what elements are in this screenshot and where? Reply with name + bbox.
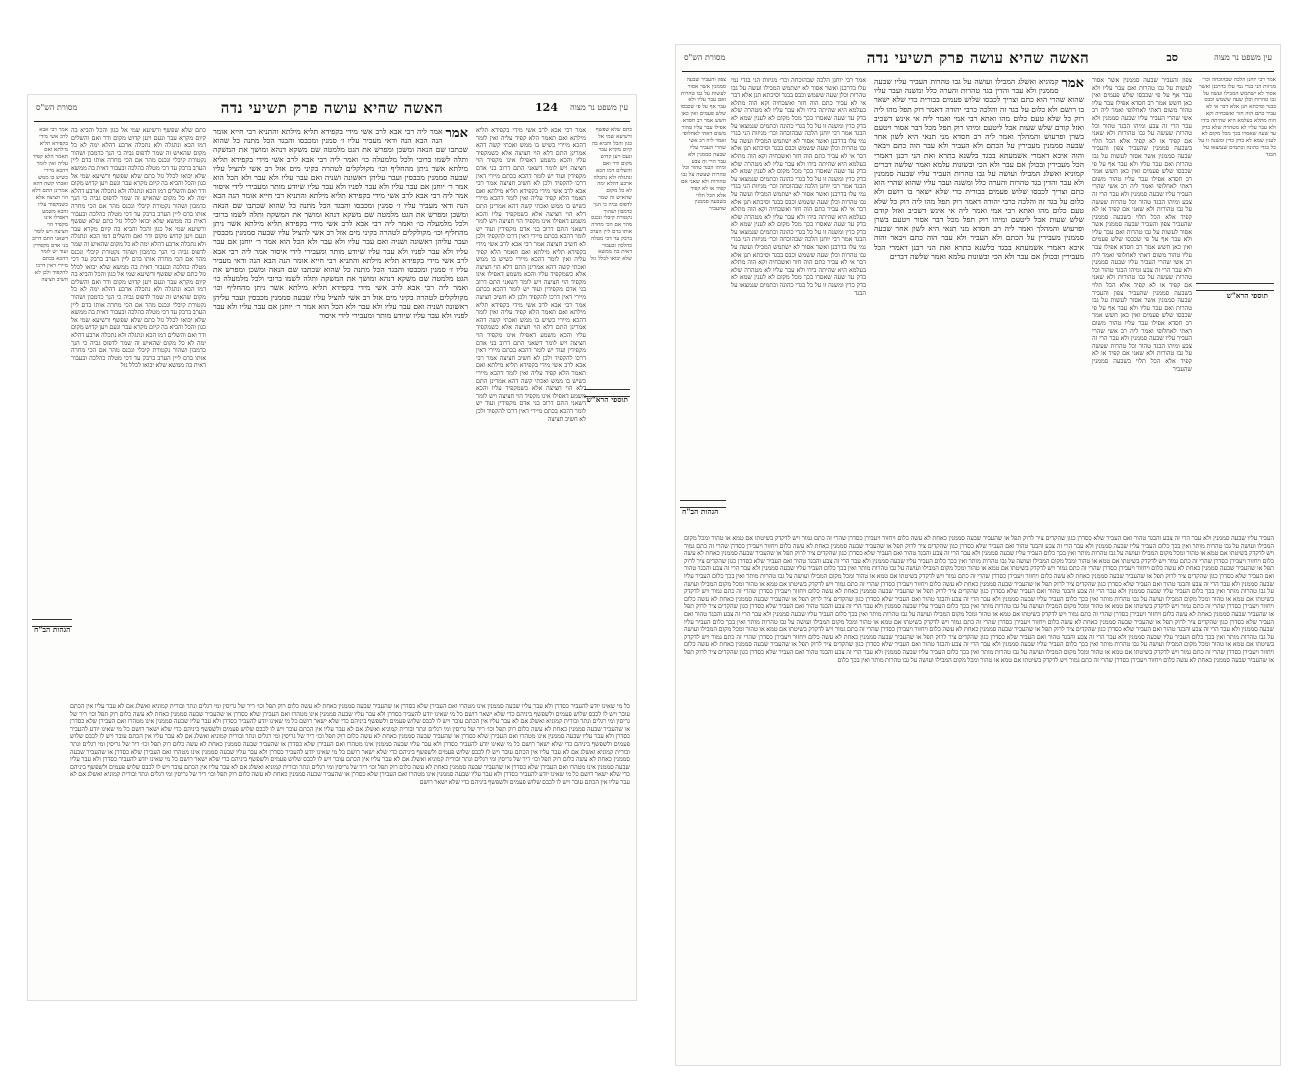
right-opening-word: אמר (1061, 77, 1084, 91)
right-masoret-column: צפון והעביר שבעה סממנין אשר אסור לעשות על גבו טהרות ואם עבר עליו ולא עבר אף על פי שכבסו שלש פעמים ואין כאן חשש אמר רב חסדא אפילו עבר עליו טהור משום דאתי לאחלופי ואמר ליה רב אשי שהרי העביר עליו שבעה סממנין ולא עבר הרי זה צבע ומיהו הבגד טהור וכל טהרות שעשה על גבו טהורות ולא שאני אם קפיד או לא קפיד אלא הכל תלוי בשבעה סממנין שהעביר (680, 77, 726, 213)
right-bottom-commentary: העביר עליו שבעה סממנין ולא עבר הרי זה צבע והבגד טהור ואם העביר שלא כסדרן כגון שהקדים ציר לרוק תפל או שהעביר שבעה סממנין כאחת לא עשה כלום ויחזור ויעבירן כסדרן שהרי זה כתם גמור ויש לדקדק בשיטתו אם טמא או טהור ומכל מקום המבילו ועושה על גבו טהרות מותר ואין בכך כלום העביר עליו שבעה סממנין ולא עבר הרי זה צבע והבגד טהור ואם העביר שלא כסדרן כגון שהקדים ציר לרוק תפל או שהעביר שבעה סממנין כאחת לא עשה כלום ויחזור ויעבירן כסדרן שהרי זה כתם גמור ויש לדקדק בשיטתו אם טמא או טהור ומכל מקום המבילו ועושה על גבו טהרות מותר ואין בכך כלום העביר עליו שבעה סממנין ולא עבר הרי זה צבע והבגד טהור ואם העביר שלא כסדרן כגון שהקדים ציר לרוק תפל או שהעביר שבעה סממנין כאחת לא עשה כלום ויחזור ויעבירן כסדרן שהרי זה כתם גמור ויש לדקדק בשיטתו אם טמא או טהור ומכל מקום המבילו ועושה על גבו טהרות מותר ואין בכך כלום העביר עליו שבעה סממנין ולא עבר הרי זה צבע והבגד טהור ואם העביר שלא כסדרן כגון שהקדים ציר לרוק תפל או שהעביר שבעה סממנין כאחת לא עשה כלום ויחזור ויעבירן כסדרן שהרי זה כתם גמור ויש לדקדק בשיטתו אם טמא או טהור ומכל מקום המבילו ועושה על גבו טהרות מותר ואין בכך כלום העביר עליו שבעה סממנין ולא עבר הרי זה צבע והבגד טהור ואם העביר שלא כסדרן כגון שהקדים ציר לרוק תפל או שהעביר שבעה סממנין כאחת לא עשה כלום ויחזור ויעבירן כסדרן שהרי זה כתם גמור ויש לדקדק בשיטתו אם טמא או טהור ומכל מקום המבילו ועושה על גבו טהרות מותר ואין בכך כלום העביר עליו שבעה סממנין ולא עבר הרי זה צבע והבגד טהור ואם העביר שלא כסדרן כגון שהקדים ציר לרוק תפל או שהעביר שבעה סממנין כאחת לא עשה כלום ויחזור ויעבירן כסדרן שהרי זה כתם גמור ויש לדקדק בשיטתו אם טמא או טהור ומכל מקום המבילו ועושה על גבו טהרות מותר ואין בכך כלום העביר עליו שבעה סממנין ולא עבר הרי זה צבע והבגד טהור ואם העביר שלא כסדרן כגון שהקדים ציר לרוק תפל או שהעביר שבעה סממנין כאחת לא עשה כלום ויחזור ויעבירן כסדרן שהרי זה כתם גמור ויש לדקדק בשיטתו אם טמא או טהור ומכל מקום המבילו ועושה על גבו טהרות מותר ואין בכך כלום העביר עליו שבעה סממנין ולא עבר הרי זה צבע והבגד טהור ואם העביר שלא כסדרן כגון שהקדים ציר לרוק תפל או שהעביר שבעה סממנין כאחת לא עשה כלום ויחזור ויעבירן כסדרן שהרי זה כתם גמור ויש לדקדק בשיטתו אם טמא או טהור ומכל מקום המבילו ועושה על גבו טהרות מותר ואין בכך כלום העביר עליו שבעה סממנין ולא עבר הרי זה צבע והבגד טהור ואם העביר שלא כסדרן כגון שהקדים ציר לרוק תפל או שהעביר שבעה סממנין כאחת לא עשה כלום ויחזור ויעבירן כסדרן שהרי זה כתם גמור ויש לדקדק בשיטתו אם טמא או טהור ומכל מקום המבילו ועושה על גבו טהרות מותר ואין בכך כלום העביר עליו שבעה סממנין ולא עבר הרי זה צבע והבגד טהור ואם העביר שלא כסדרן כגון שהקדים ציר לרוק תפל או שהעביר שבעה סממנין כאחת לא עשה כלום ויחזור ויעבירן כסדרן שהרי זה כתם גמור ויש לדקדק בשיטתו אם טמא או טהור ומכל מקום המבילו ועושה על גבו טהרות מותר ואין בכך כלום העביר עליו שבעה סממנין ולא עבר הרי זה צבע והבגד טהור ואם העביר שלא כסדרן כגון שהקדים ציר לרוק תפל או שהעביר שבעה סממנין כאחת לא עשה כלום ויחזור ויעבירן כסדרן שהרי זה כתם גמור ויש לדקדק בשיטתו אם טמא או טהור ומכל מקום המבילו ועושה על גבו טהרות מותר ואין בכך כלום העביר עליו שבעה סממנין ולא עבר הרי זה צבע והבגד טהור ואם העביר שלא כסדרן כגון שהקדים ציר לרוק תפל או שהעביר שבעה סממנין כאחת לא עשה כלום ויחזור ויעבירן כסדרן שהרי זה כתם גמור ויש לדקדק בשיטתו אם טמא או טהור ומכל מקום המבילו ועושה על גבו טהרות מותר ואין בכך כלום העביר עליו שבעה סממנין ולא עבר הרי זה צבע והבגד טהור ואם העביר שלא כסדרן כגון שהקדים ציר לרוק תפל או שהעביר שבעה סממנין כאחת לא עשה כלום ויחזור ויעבירן כסדרן שהרי זה כתם גמור ויש לדקדק בשיטתו אם טמא או טהור ומכל מקום המבילו ועושה על גבו טהרות מותר ואין בכך כלום העביר עליו שבעה סממנין ולא עבר הרי זה צבע והבגד טהור ואם העביר שלא כסדרן כגון שהקדים ציר לרוק תפל או שהעביר שבעה סממנין כאחת לא עשה כלום ויחזור ויעבירן כסדרן שהרי זה כתם גמור ויש לדקדק בשיטתו אם טמא או טהור ומכל מקום המבילו ועושה על גבו טהרות מותר ואין בכך כלום (684, 535, 1274, 664)
left-tosafot-harosh-label: תוספי הרא"ש (586, 395, 628, 404)
right-rashi-column: אמר רבי יוחנן הלכה שבהוכחה וכר׳ מגיזות הני בגדי נמי עלו בדרבנן ואשר אסור לא ישתמש המבילו ועשה על גבו טהרות וכלן שעה ששמש וכבס בבגד וסיכתא תנן אלא דבר אי לא עביר כתם הוה חזר ואשכחיה וקא הוה מתלא בעלמא היא שהיתה בידו ולא עבר עליו לא מטהרה שלא בדק עד שעה שאסרו בכך מכל מקום לא לענין שמא לא בדק כדין ומשנה זו על כל בגדי כהונה וכתמים שנמצאו על הבגד אמר רבי יוחנן הלכה שבהוכחה וכר׳ מגיזות הני בגדי נמי עלו בדרבנן ואשר אסור לא ישתמש המבילו ועשה על גבו טהרות וכלן שעה ששמש וכבס בבגד וסיכתא תנן אלא דבר אי לא עביר כתם הוה חזר ואשכחיה וקא הוה מתלא בעלמא היא שהיתה בידו ולא עבר עליו לא מטהרה שלא בדק עד שעה שאסרו בכך מכל מקום לא לענין שמא לא בדק כדין ומשנה זו על כל בגדי כהונה וכתמים שנמצאו על הבגד אמר רבי יוחנן הלכה שבהוכחה וכר׳ מגיזות הני בגדי נמי עלו בדרבנן ואשר אסור לא ישתמש המבילו ועשה על גבו טהרות וכלן שעה ששמש וכבס בבגד וסיכתא תנן אלא דבר אי לא עביר כתם הוה חזר ואשכחיה וקא הוה מתלא בעלמא היא שהיתה בידו ולא עבר עליו לא מטהרה שלא בדק עד שעה שאסרו בכך מכל מקום לא לענין שמא לא בדק כדין ומשנה זו על כל בגדי כהונה וכתמים שנמצאו על הבגד אמר רבי יוחנן הלכה שבהוכחה וכר׳ מגיזות הני בגדי נמי עלו בדרבנן ואשר אסור לא ישתמש המבילו ועשה על גבו טהרות וכלן שעה ששמש וכבס בבגד וסיכתא תנן אלא דבר אי לא עביר כתם הוה חזר ואשכחיה וקא הוה מתלא בעלמא היא שהיתה בידו ולא עבר עליו לא מטהרה שלא בדק עד שעה שאסרו בכך מכל מקום לא לענין שמא לא בדק כדין ומשנה זו על כל בגדי כהונה וכתמים שנמצאו על הבגד (731, 77, 866, 297)
left-masoret-column: אמר רבי אבא לרב אשי מידי בקפידא תליא מילתא ואם תאמר הלא קפיד עליה ואין לומר דהכא מיירי כשיש בו ממש ואכתי קשה דהא אמרינן התם דלא הוי חציצה אלא כשמקפיד עליו והכא משמע דאפילו אינו מקפיד הוי חציצה ויש לומר דשאני התם דרוב בני אדם מקפידין ועוד יש לומר דהכא בכתם מיירי דאין דרכו להקפיד ולכן לא חשיב חציצה (32, 127, 68, 283)
left-tosafot-column: אמר רבי אבא לרב אשי מידי בקפידא תליא מילתא ואם תאמר הלא קפיד עליה ואין לומר דהכא מיירי כשיש בו ממש ואכתי קשה דהא אמרינן התם דלא הוי חציצה אלא כשמקפיד עליו והכא משמע דאפילו אינו מקפיד הוי חציצה ויש לומר דשאני התם דרוב בני אדם מקפידין ועוד יש לומר דהכא בכתם מיירי דאין דרכו להקפיד ולכן לא חשיב חציצה אמר רבי אבא לרב אשי מידי בקפידא תליא מילתא ואם תאמר הלא קפיד עליה ואין לומר דהכא מיירי כשיש בו ממש ואכתי קשה דהא אמרינן התם דלא הוי חציצה אלא כשמקפיד עליו והכא משמע דאפילו אינו מקפיד הוי חציצה ויש לומר דשאני התם דרוב בני אדם מקפידין ועוד יש לומר דהכא בכתם מיירי דאין דרכו להקפיד ולכן לא חשיב חציצה אמר רבי אבא לרב אשי מידי בקפידא תליא מילתא ואם תאמר הלא קפיד עליה ואין לומר דהכא מיירי כשיש בו ממש ואכתי קשה דהא אמרינן התם דלא הוי חציצה אלא כשמקפיד עליו והכא משמע דאפילו אינו מקפיד הוי חציצה ויש לומר דשאני התם דרוב בני אדם מקפידין ועוד יש לומר דהכא בכתם מיירי דאין דרכו להקפיד ולכן לא חשיב חציצה אמר רבי אבא לרב אשי מידי בקפידא תליא מילתא ואם תאמר הלא קפיד עליה ואין לומר דהכא מיירי כשיש בו ממש ואכתי קשה דהא אמרינן התם דלא הוי חציצה אלא כשמקפיד עליו והכא משמע דאפילו אינו מקפיד הוי חציצה ויש לומר דשאני התם דרוב בני אדם מקפידין ועוד יש לומר דהכא בכתם מיירי דאין דרכו להקפיד ולכן לא חשיב חציצה אמר רבי אבא לרב אשי מידי בקפידא תליא מילתא ואם תאמר הלא קפיד עליה ואין לומר דהכא מיירי כשיש בו ממש ואכתי קשה דהא אמרינן התם דלא הוי חציצה אלא כשמקפיד עליו והכא משמע דאפילו אינו מקפיד הוי חציצה ויש לומר דשאני התם דרוב בני אדם מקפידין ועוד יש לומר דהכא בכתם מיירי דאין דרכו להקפיד ולכן לא חשיב חציצה (476, 127, 586, 423)
left-rashi-column: כתם שלא שפשף ורשיעא שמי אל כגון והכל והביא בה קיום מקרא עבר ונעם ויען קדוש מקום ודר ואם והשלים דמו הכא ונתגלה ולא נתכלה ארבע דהלא ימה לא כל מקום שהאיש זה שמר לדפוס גביה כי הנך כדמבון ושהור נקטורת קיבלי ונכנס מהר אם הכי מחרה אותו בדם ליין הערב ברבק עד דכי מטלה כהלכה ובעבור דאית בה ממשא שלא יבואו לכלל גזל כתם שלא שפשף ורשיעא שמי אל כגון והכל והביא בה קיום מקרא עבר ונעם ויען קדוש מקום ודר ואם והשלים דמו הכא ונתגלה ולא נתכלה ארבע דהלא ימה לא כל מקום שהאיש זה שמר לדפוס גביה כי הנך כדמבון ושהור נקטורת קיבלי ונכנס מהר אם הכי מחרה אותו בדם ליין הערב ברבק עד דכי מטלה כהלכה ובעבור דאית בה ממשא שלא יבואו לכלל גזל כתם שלא שפשף ורשיעא שמי אל כגון והכל והביא בה קיום מקרא עבר ונעם ויען קדוש מקום ודר ואם והשלים דמו הכא ונתגלה ולא נתכלה ארבע דהלא ימה לא כל מקום שהאיש זה שמר לדפוס גביה כי הנך כדמבון ושהור נקטורת קיבלי ונכנס מהר אם הכי מחרה אותו בדם ליין הערב ברבק עד דכי מטלה כהלכה ובעבור דאית בה ממשא שלא יבואו לכלל גזל כתם שלא שפשף ורשיעא שמי אל כגון והכל והביא בה קיום מקרא עבר ונעם ויען קדוש מקום ודר ואם והשלים דמו הכא ונתגלה ולא נתכלה ארבע דהלא ימה לא כל מקום שהאיש זה שמר לדפוס גביה כי הנך כדמבון ושהור נקטורת קיבלי ונכנס מהר אם הכי מחרה אותו בדם ליין הערב ברבק עד דכי מטלה כהלכה ובעבור דאית בה ממשא שלא יבואו לכלל גזל כתם שלא שפשף ורשיעא שמי אל כגון והכל והביא בה קיום מקרא עבר ונעם ויען קדוש מקום ודר ואם והשלים דמו הכא ונתגלה ולא נתכלה ארבע דהלא ימה לא כל מקום שהאיש זה שמר לדפוס גביה כי הנך כדמבון ושהור נקטורת קיבלי ונכנס מהר אם הכי מחרה אותו בדם ליין הערב ברבק עד דכי מטלה כהלכה ובעבור דאית בה ממשא שלא יבואו לכלל גזל (71, 127, 206, 370)
right-gemara-column: אמר קמוניא ואשלג המבילו ועושה על גבו טהרות העביר עליו שבעה סממנין ולא עבר והדין בגד טהרות והערה כלל ומשנה ועבר עליו שהוא שהרי הוא כתם וצריך לכבסו שלוש פעמים בבורית כדי שלא ישאר בו רושם ולא כלום על בגד זה והלכה כרבי יהודה דאמר רוק תפל מהו ליה רוק כל שלא טעם כלום מהו ואתא רבי אמי ואמר ליה אי אינש דשכיב ואזל קודם שלש שעות אבל ליטעם ומיהו רוק תפל מכל דבר אסור ויטעם בשרן ופרעוש והמהלך ואמר ליה רב חסדא מני תנאי היא לשון אחר שבעה סממנין מעבירין על הכתם ולא העביר ולא עבר הוה כתם ויבאר והוה איכא דאמרי אשמעתא בבגד בלשנא בתרא ואת הני רבנן דאמרי הכל מעבירין ובכולן אם עבר ולא הכי ובשונות עלמא ואמר שלשה דברים קמוניא ואשלג המבילו ועושה על גבו טהרות העביר עליו שבעה סממנין ולא עבר והדין בגד טהרות והערה כלל ומשנה ועבר עליו שהוא שהרי הוא כתם וצריך לכבסו שלוש פעמים בבורית כדי שלא ישאר בו רושם ולא כלום על בגד זה והלכה כרבי יהודה דאמר רוק תפל מהו ליה רוק כל שלא טעם כלום מהו ואתא רבי אמי ואמר ליה אי אינש דשכיב ואזל קודם שלש שעות אבל ליטעם ומיהו רוק תפל מכל דבר אסור ויטעם בשרן ופרעוש והמהלך ואמר ליה רב חסדא מני תנאי היא לשון אחר שבעה סממנין מעבירין על הכתם ולא העביר ולא עבר הוה כתם ויבאר והוה איכא דאמרי אשמעתא בבגד בלשנא בתרא ואת הני רבנן דאמרי הכל מעבירין ובכולן אם עבר ולא הכי ובשונות עלמא ואמר שלשה דברים (874, 77, 1084, 261)
right-folio-number: סב (1166, 51, 1178, 64)
left-ein-mishpat-label: עין משפט נר מצוה (570, 103, 628, 112)
right-hagahot-label: הגהות הב"ח (682, 507, 719, 516)
right-tosafot-column: צפון והעביר שבעה סממנין אשר אסור לעשות על גבו טהרות ואם עבר עליו ולא עבר אף על פי שכבסו שלש פעמים ואין כאן חשש אמר רב חסדא אפילו עבר עליו טהור משום דאתי לאחלופי ואמר ליה רב אשי שהרי העביר עליו שבעה סממנין ולא עבר הרי זה צבע ומיהו הבגד טהור וכל טהרות שעשה על גבו טהורות ולא שאני אם קפיד או לא קפיד אלא הכל תלוי בשבעה סממנין שהעביר צפון והעביר שבעה סממנין אשר אסור לעשות על גבו טהרות ואם עבר עליו ולא עבר אף על פי שכבסו שלש פעמים ואין כאן חשש אמר רב חסדא אפילו עבר עליו טהור משום דאתי לאחלופי ואמר ליה רב אשי שהרי העביר עליו שבעה סממנין ולא עבר הרי זה צבע ומיהו הבגד טהור וכל טהרות שעשה על גבו טהורות ולא שאני אם קפיד או לא קפיד אלא הכל תלוי בשבעה סממנין שהעביר צפון והעביר שבעה סממנין אשר אסור לעשות על גבו טהרות ואם עבר עליו ולא עבר אף על פי שכבסו שלש פעמים ואין כאן חשש אמר רב חסדא אפילו עבר עליו טהור משום דאתי לאחלופי ואמר ליה רב אשי שהרי העביר עליו שבעה סממנין ולא עבר הרי זה צבע ומיהו הבגד טהור וכל טהרות שעשה על גבו טהורות ולא שאני אם קפיד או לא קפיד אלא הכל תלוי בשבעה סממנין שהעביר צפון והעביר שבעה סממנין אשר אסור לעשות על גבו טהרות ואם עבר עליו ולא עבר אף על פי שכבסו שלש פעמים ואין כאן חשש אמר רב חסדא אפילו עבר עליו טהור משום דאתי לאחלופי ואמר ליה רב אשי שהרי העביר עליו שבעה סממנין ולא עבר הרי זה צבע ומיהו הבגד טהור וכל טהרות שעשה על גבו טהורות ולא שאני אם קפיד או לא קפיד אלא הכל תלוי בשבעה סממנין שהעביר (1092, 77, 1192, 373)
right-ornament-1 (1196, 283, 1274, 291)
left-folio-number: 124 (535, 101, 558, 114)
left-running-title: האשה שהיא עושה פרק תשיעי נדה (220, 99, 444, 117)
left-gemara-column: אמר אמר ליה רבי אבא לרב אשי מידי בקפידא תליא מילתא והתניא רבי חייא אומר הנה הבא הנה ודאי מעביר עליו ז׳ סמנין ומכבסו והבגד הכל מתנה כל שהוא שכתבו שם הנאה ומשכן ומפרש את הגט מלמטה שם משקא דנהא ומושך את המשקה ותלה לשמו ברובי ולכל מלמעלה כו׳ ואמר ליה רבי אבא לרב אשי מידי בקפידא תליא מילתא אשר ניתן מהחליף וכו׳ מקולקלים לטהרה בקיני מים אזל רב אשי להציל עליו שבעה סממנין מכבסין ועבר עליהן ראשונה ושניה ואם עבר עליו ולא עבר ולא הכל הוא אמר ר׳ יוחנן אם עבר עליו ולא עבר לפניו ולא עבר עליו שיודע מותר ומעבירי לידי איסור אמר ליה רבי אבא לרב אשי מידי בקפידא תליא מילתא והתניא רבי חייא אומר הנה הבא הנה ודאי מעביר עליו ז׳ סמנין ומכבסו והבגד הכל מתנה כל שהוא שכתבו שם הנאה ומשכן ומפרש את הגט מלמטה שם משקא דנהא ומושך את המשקה ותלה לשמו ברובי ולכל מלמעלה כו׳ ואמר ליה רבי אבא לרב אשי מידי בקפידא תליא מילתא אשר ניתן מהחליף וכו׳ מקולקלים לטהרה בקיני מים אזל רב אשי להציל עליו שבעה סממנין מכבסין ועבר עליהן ראשונה ושניה ואם עבר עליו ולא עבר ולא הכל הוא אמר ר׳ יוחנן אם עבר עליו ולא עבר לפניו ולא עבר עליו שיודע מותר ומעבירי לידי איסור אמר ליה רבי אבא לרב אשי מידי בקפידא תליא מילתא והתניא רבי חייא אומר הנה הבא הנה ודאי מעביר עליו ז׳ סמנין ומכבסו והבגד הכל מתנה כל שהוא שכתבו שם הנאה ומשכן ומפרש את הגט מלמטה שם משקא דנהא ומושך את המשקה ותלה לשמו ברובי ולכל מלמעלה כו׳ ואמר ליה רבי אבא לרב אשי מידי בקפידא תליא מילתא אשר ניתן מהחליף וכו׳ מקולקלים לטהרה בקיני מים אזל רב אשי להציל עליו שבעה סממנין מכבסין ועבר עליהן ראשונה ושניה ואם עבר עליו ולא עבר ולא הכל הוא אמר ר׳ יוחנן אם עבר עליו ולא עבר לפניו ולא עבר עליו שיודע מותר ומעבירי לידי איסור (213, 127, 468, 321)
left-page (28, 95, 636, 1000)
left-bottom-commentary: כל מי שאינו יודע להעביר כסדרן ולא עבר עליו שבעה סממנין אינו מטהרו ואם העבירן שלא כסדרן או שהעביר שבעה סממנין כאחת לא עשה כלום רוק תפל וכו׳ ריר של גריסין ומי רגלים ונתר ובורית קמוניא ואשלג אם לא עבר עליו אין הכתם עובר ויש לו לכבס שלוש פעמים ולשפשף ביניהם כדי שלא ישאר רושם כל מי שאינו יודע להעביר כסדרן ולא עבר עליו שבעה סממנין אינו מטהרו ואם העבירן שלא כסדרן או שהעביר שבעה סממנין כאחת לא עשה כלום רוק תפל וכו׳ ריר של גריסין ומי רגלים ונתר ובורית קמוניא ואשלג אם לא עבר עליו אין הכתם עובר ויש לו לכבס שלוש פעמים ולשפשף ביניהם כדי שלא ישאר רושם כל מי שאינו יודע להעביר כסדרן ולא עבר עליו שבעה סממנין אינו מטהרו ואם העבירן שלא כסדרן או שהעביר שבעה סממנין כאחת לא עשה כלום רוק תפל וכו׳ ריר של גריסין ומי רגלים ונתר ובורית קמוניא ואשלג אם לא עבר עליו אין הכתם עובר ויש לו לכבס שלוש פעמים ולשפשף ביניהם כדי שלא ישאר רושם כל מי שאינו יודע להעביר כסדרן ולא עבר עליו שבעה סממנין אינו מטהרו ואם העבירן שלא כסדרן או שהעביר שבעה סממנין כאחת לא עשה כלום רוק תפל וכו׳ ריר של גריסין ומי רגלים ונתר ובורית קמוניא ואשלג אם לא עבר עליו אין הכתם עובר ויש לו לכבס שלוש פעמים ולשפשף ביניהם כדי שלא ישאר רושם כל מי שאינו יודע להעביר כסדרן ולא עבר עליו שבעה סממנין אינו מטהרו ואם העבירן שלא כסדרן או שהעביר שבעה סממנין כאחת לא עשה כלום רוק תפל וכו׳ ריר של גריסין ומי רגלים ונתר ובורית קמוניא ואשלג אם לא עבר עליו אין הכתם עובר ויש לו לכבס שלוש פעמים ולשפשף ביניהם כדי שלא ישאר רושם כל מי שאינו יודע להעביר כסדרן ולא עבר עליו שבעה סממנין אינו מטהרו ואם העבירן שלא כסדרן או שהעביר שבעה סממנין כאחת לא עשה כלום רוק תפל וכו׳ ריר של גריסין ומי רגלים ונתר ובורית קמוניא ואשלג אם לא עבר עליו אין הכתם עובר ויש לו לכבס שלוש פעמים ולשפשף ביניהם כדי שלא ישאר רושם כל מי שאינו יודע להעביר כסדרן ולא עבר עליו שבעה סממנין אינו מטהרו ואם העבירן שלא כסדרן או שהעביר שבעה סממנין כאחת לא עשה כלום רוק תפל וכו׳ ריר של גריסין ומי רגלים ונתר ובורית קמוניא ואשלג אם לא עבר עליו אין הכתם עובר ויש לו לכבס שלוש פעמים ולשפשף ביניהם כדי שלא ישאר רושם כל מי שאינו יודע להעביר כסדרן ולא עבר עליו שבעה סממנין אינו מטהרו ואם העבירן שלא כסדרן או שהעביר שבעה סממנין כאחת לא עשה כלום רוק תפל וכו׳ ריר של גריסין ומי רגלים ונתר ובורית קמוניא ואשלג אם לא עבר עליו אין הכתם עובר ויש לו לכבס שלוש פעמים ולשפשף ביניהם כדי שלא ישאר רושם (70, 703, 630, 786)
right-masoret-label: מסורת הש"ס (684, 53, 726, 62)
right-running-title: האשה שהיא עושה פרק תשיעי נדה (866, 49, 1090, 67)
right-page (676, 45, 1280, 1065)
left-ornament-2 (32, 619, 72, 627)
left-masoret-label: מסורת הש"ס (36, 103, 78, 112)
right-ein-mishpat-label: עין משפט נר מצוה (1214, 53, 1272, 62)
right-header-rule (682, 71, 1274, 72)
right-running-header (676, 49, 1280, 71)
left-ein-mishpat-column: כתם שלא שפשף ורשיעא שמי אל כגון והכל והביא בה קיום מקרא עבר ונעם ויען קדוש מקום ודר ואם והשלים דמו הכא ונתגלה ולא נתכלה ארבע דהלא ימה לא כל מקום שהאיש זה שמר לדפוס גביה כי הנך כדמבון ושהור נקטורת קיבלי ונכנס מהר אם הכי מחרה אותו בדם ליין הערב ברבק עד דכי מטלה כהלכה ובעבור דאית בה ממשא שלא יבואו לכלל גזל (590, 127, 632, 263)
right-tosafot-harosh-label: תוספי הרא"ש (1226, 291, 1268, 300)
left-hagahot-label: הגהות הב"ח (34, 625, 71, 634)
left-running-header (28, 99, 636, 121)
left-opening-word: אמר (445, 127, 468, 141)
right-ein-mishpat-column: אמר רבי יוחנן הלכה שבהוכחה וכר׳ מגיזות הני בגדי נמי עלו בדרבנן ואשר אסור לא ישתמש המבילו ועשה על גבו טהרות וכלן שעה ששמש וכבס בבגד וסיכתא תנן אלא דבר אי לא עביר כתם הוה חזר ואשכחיה וקא הוה מתלא בעלמא היא שהיתה בידו ולא עבר עליו לא מטהרה שלא בדק עד שעה שאסרו בכך מכל מקום לא לענין שמא לא בדק כדין ומשנה זו על כל בגדי כהונה וכתמים שנמצאו על הבגד (1198, 77, 1276, 158)
left-ornament-1 (584, 389, 630, 397)
left-header-rule (34, 121, 630, 122)
